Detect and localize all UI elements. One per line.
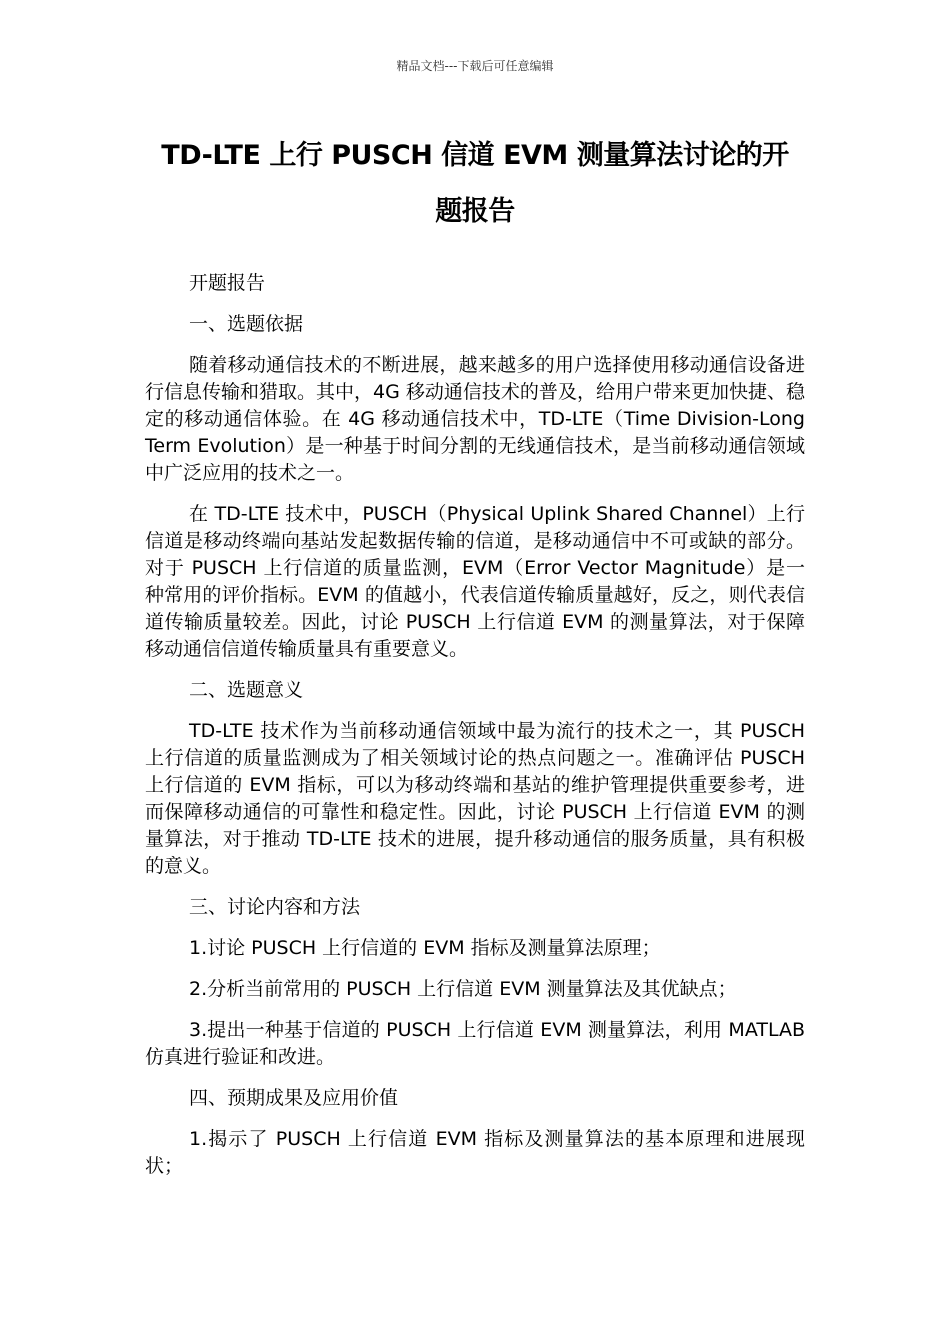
- content-item-2: 2.分析当前常用的 PUSCH 上行信道 EVM 测量算法及其优缺点；: [189, 978, 737, 1000]
- title-line-1: TD-LTE 上行 PUSCH 信道 EVM 测量算法讨论的开: [161, 140, 789, 171]
- results-item-1: 1.揭示了 PUSCH 上行信道 EVM 指标及测量算法的基本原理和进展现状；: [145, 1128, 805, 1177]
- section-heading-basis: 一、选题依据: [189, 313, 304, 335]
- content-item-1: 1.讨论 PUSCH 上行信道的 EVM 指标及测量算法原理；: [189, 937, 661, 959]
- section-heading-significance: 二、选题意义: [189, 679, 304, 701]
- significance-paragraph: TD-LTE 技术作为当前移动通信领域中最为流行的技术之一，其 PUSCH 上行信道的质量监测成为了相关领域讨论的热点问题之一。准确评估 PUSCH 上行信道的 EVM 指标，可以为移动终端和基站的维护管理提供重要参考，进而保障移动通信的可靠性和稳定性。因此，讨论 PUSCH 上行信道 EVM 的测量算法，对于推动 TD-LTE 技术的进展，提升移动通信的服务质量，具有积极的意义。: [145, 720, 805, 877]
- title-line-2: 题报告: [435, 196, 515, 227]
- section-heading-content: 三、讨论内容和方法: [189, 896, 361, 918]
- report-label: 开题报告: [189, 272, 266, 294]
- document-title: [120, 128, 830, 240]
- section-heading-results: 四、预期成果及应用价值: [189, 1087, 399, 1109]
- content-item-3: 3.提出一种基于信道的 PUSCH 上行信道 EVM 测量算法，利用 MATLAB 仿真进行验证和改进。: [145, 1019, 805, 1068]
- document-body: [145, 270, 805, 1194]
- basis-paragraph-1: 随着移动通信技术的不断进展，越来越多的用户选择使用移动通信设备进行信息传输和猎取。其中，4G 移动通信技术的普及，给用户带来更加快捷、稳定的移动通信体验。在 4G 移动通信技术中，TD-LTE（Time Division-Long Term Evolution）是一种基于时间分割的无线通信技术，是当前移动通信领域中广泛应用的技术之一。: [145, 354, 805, 484]
- basis-paragraph-2: 在 TD-LTE 技术中，PUSCH（Physical Uplink Shared Channel）上行信道是移动终端向基站发起数据传输的信道，是移动通信中不可或缺的部分。对于 PUSCH 上行信道的质量监测，EVM（Error Vector Magnitude）是一种常用的评价指标。EVM 的值越小，代表信道传输质量越好，反之，则代表信道传输质量较差。因此，讨论 PUSCH 上行信道 EVM 的测量算法，对于保障移动通信信道传输质量具有重要意义。: [145, 503, 805, 660]
- page-header: 精品文档---下载后可任意编辑: [396, 59, 554, 73]
